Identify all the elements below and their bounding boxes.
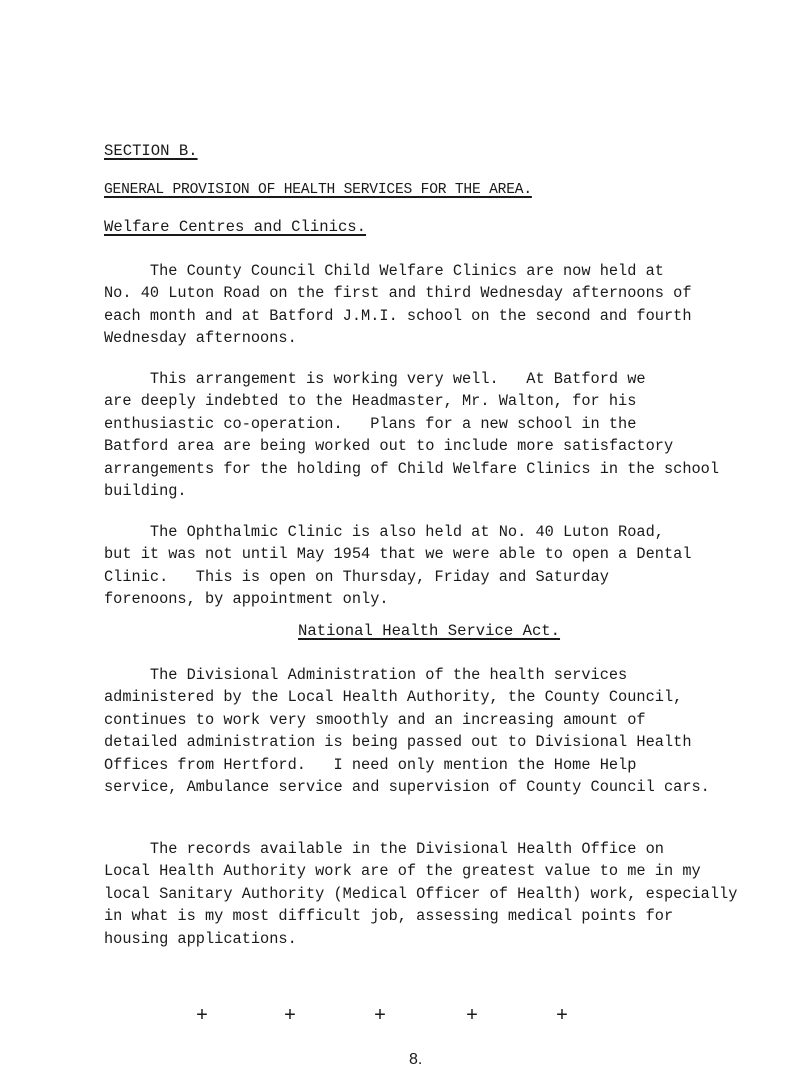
page-number: 8. [409, 1051, 423, 1068]
plus-ornament: + [556, 1005, 569, 1028]
paragraph-ophthalmic-dental-clinic: The Ophthalmic Clinic is also held at No. 40 Luton Road, but it was not until May 1954 that we were able to open a Dental Clinic. This is open on Thursday, Friday and Saturday forenoons, by appointment only. [104, 523, 692, 609]
plus-ornament: + [284, 1005, 297, 1028]
paragraph-divisional-administration: The Divisional Administration of the health services administered by the Local Health Authority, the County Council, continues to work very smoothly and an increasing amount of detailed administration is being passed out to Divisional Health Offices from Hertford. I need only mention the Home Help service, Ambulance service and supervision of County Council cars. [104, 666, 710, 797]
ornament-row [196, 1007, 696, 1031]
section-label: SECTION B. [104, 142, 198, 160]
plus-ornament: + [374, 1005, 387, 1028]
main-heading: GENERAL PROVISION OF HEALTH SERVICES FOR THE AREA. [104, 182, 532, 198]
paragraph-health-office-records: The records available in the Divisional Health Office on Local Health Authority work are of the greatest value to me in my local Sanitary Authority (Medical Officer of Health) work, especially in what is my most difficult job, assessing medical points for housing applications. [104, 840, 738, 948]
plus-ornament: + [196, 1005, 209, 1028]
paragraph-batford-arrangement: This arrangement is working very well. At Batford we are deeply indebted to the Headmaster, Mr. Walton, for his enthusiastic co-operation. Plans for a new school in the Batford area are being worked out to include more satisfactory arrangements for the holding of Child Welfare Clinics in the school building. [104, 370, 720, 501]
subheading-welfare-centres: Welfare Centres and Clinics. [104, 218, 367, 236]
plus-ornament: + [466, 1005, 479, 1028]
subheading-nhs-act: National Health Service Act. [298, 622, 561, 640]
paragraph-child-welfare-clinics: The County Council Child Welfare Clinics are now held at No. 40 Luton Road on the first and third Wednesday afternoons of each month and at Batford J.M.I. school on the second and fourth Wednesday afternoons. [104, 262, 692, 348]
